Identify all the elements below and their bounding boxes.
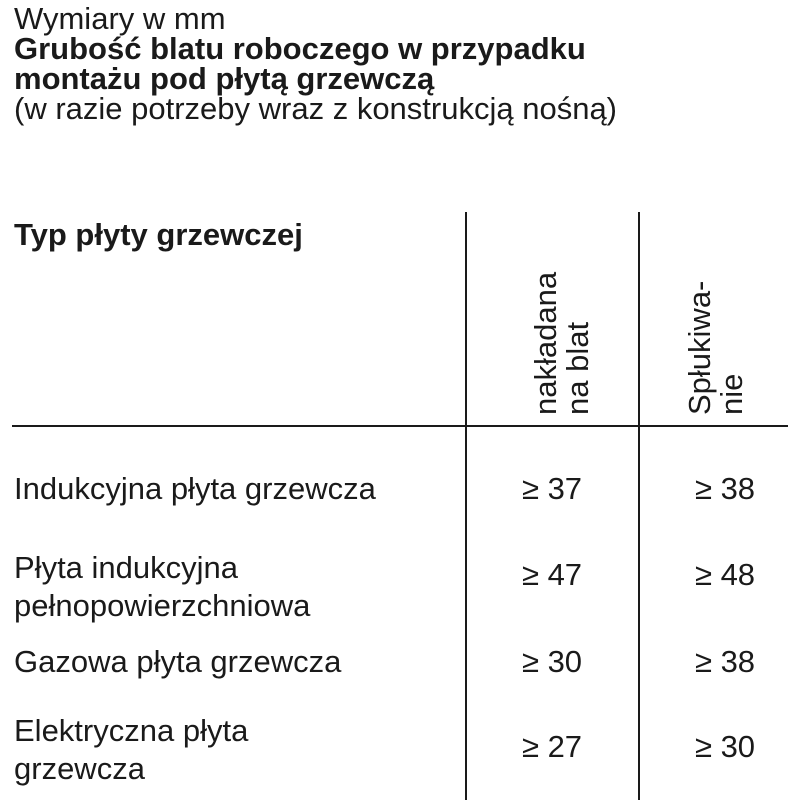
value-onto: ≥ 47 xyxy=(521,557,583,592)
units-note: Wymiary w mm xyxy=(14,1,226,36)
value-onto: ≥ 37 xyxy=(521,471,583,506)
title-line-2: montażu pod płytą grzewczą xyxy=(14,61,435,96)
row-label: Elektryczna płyta grzewcza xyxy=(14,713,249,786)
header xyxy=(14,1,794,126)
header-divider xyxy=(12,425,788,427)
value-onto: ≥ 30 xyxy=(521,644,583,679)
column-header-onto: nakładana na blat xyxy=(528,271,595,415)
title-line-1: Grubość blatu roboczego w przypadku xyxy=(14,31,586,66)
value-onto: ≥ 27 xyxy=(521,729,583,764)
value-flush: ≥ 38 xyxy=(694,644,756,679)
value-flush: ≥ 48 xyxy=(694,557,756,592)
row-label: Indukcyjna płyta grzewcza xyxy=(14,471,376,506)
value-flush: ≥ 30 xyxy=(694,729,756,764)
column-header-flush: Spłukiwa- nie xyxy=(682,280,749,415)
row-label: Płyta indukcyjna pełnopowierzchniowa xyxy=(14,550,311,623)
row-label: Gazowa płyta grzewcza xyxy=(14,644,342,679)
column-header-type: Typ płyty grzewczej xyxy=(14,217,303,252)
value-flush: ≥ 38 xyxy=(694,471,756,506)
subtitle: (w razie potrzeby wraz z konstrukcją nośną) xyxy=(14,91,618,126)
